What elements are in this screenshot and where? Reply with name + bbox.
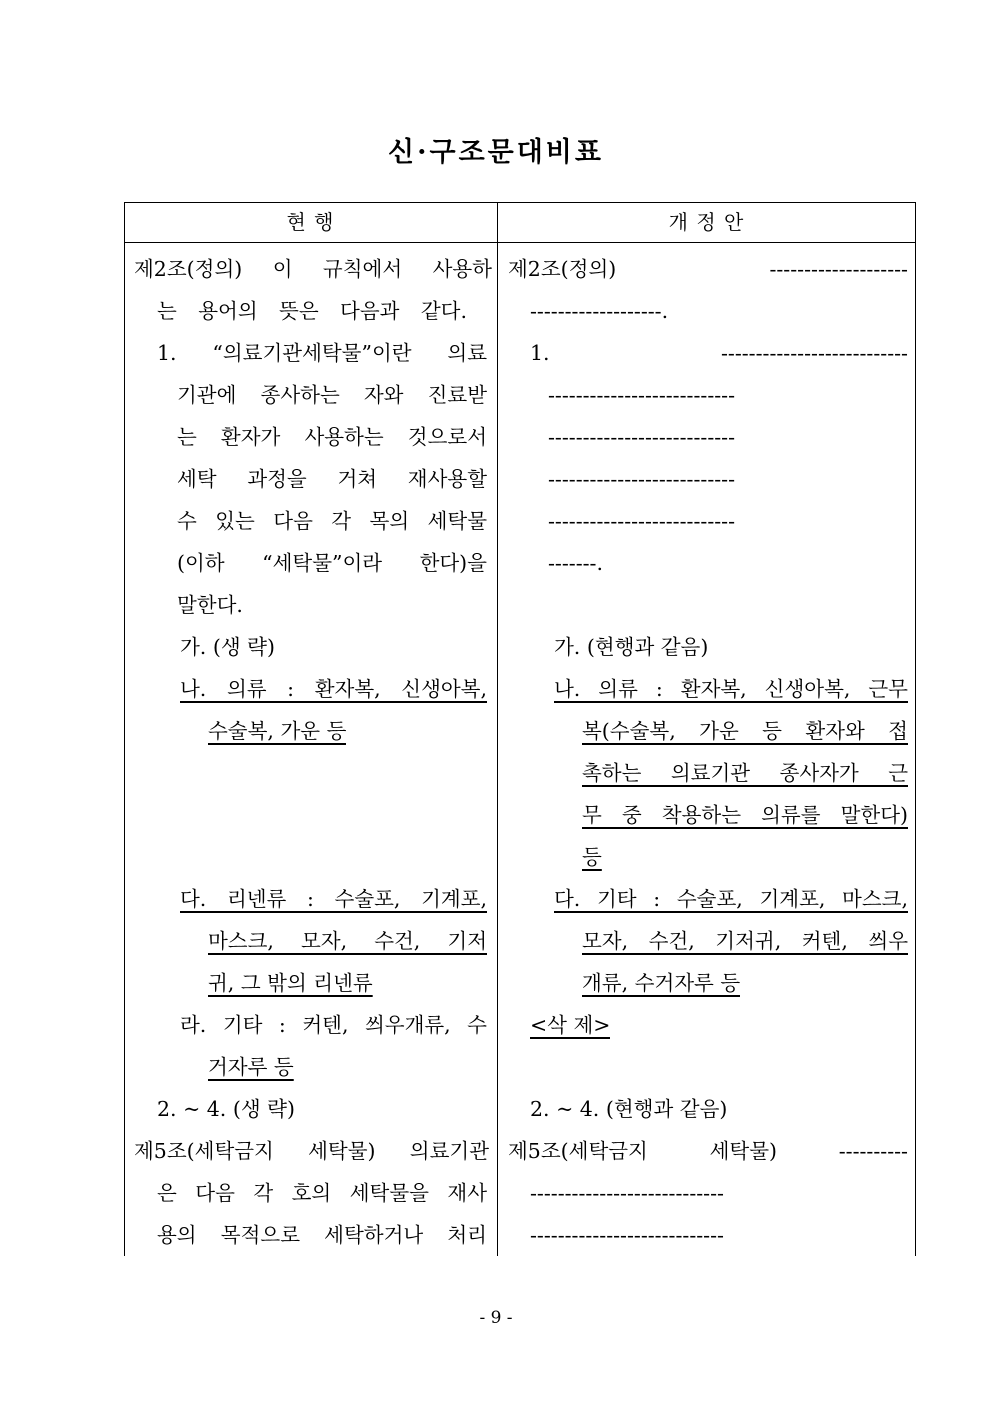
proposed-line: ---------------------------	[548, 509, 736, 533]
current-line: 거자루 등	[208, 1055, 294, 1079]
proposed-line: 등	[582, 845, 602, 869]
current-line: 수 있는 다음 각 목의 세탁물	[177, 509, 487, 533]
proposed-line: 나. 의류 : 환자복, 신생아복, 근무	[554, 677, 908, 701]
current-line: 말한다.	[177, 593, 243, 617]
current-line: (이하 “세탁물”이라 한다)을	[177, 551, 487, 575]
current-line: 다. 리넨류 : 수술포, 기계포,	[180, 887, 487, 911]
proposed-line: 제5조(세탁금지 세탁물) ----------	[508, 1139, 908, 1163]
proposed-line: 복(수술복, 가운 등 환자와 접	[582, 719, 908, 743]
proposed-line: <삭 제>	[530, 1013, 611, 1037]
current-line: 는 환자가 사용하는 것으로서	[177, 425, 487, 449]
current-line: 귀, 그 밖의 리넨류	[208, 971, 373, 995]
current-line: 가. (생 략)	[180, 635, 275, 659]
current-line: 용의 목적으로 세탁하거나 처리	[157, 1223, 487, 1247]
current-line: 수술복, 가운 등	[208, 719, 347, 743]
proposed-line: 개류, 수거자루 등	[582, 971, 741, 995]
header-proposed: 개 정 안	[668, 210, 745, 234]
current-line: 2. ~ 4. (생 략)	[157, 1097, 295, 1121]
proposed-line: ---------------------------	[548, 467, 736, 491]
proposed-line: 2. ~ 4. (현행과 같음)	[530, 1097, 728, 1121]
current-line: 1. “의료기관세탁물”이란 의료	[157, 341, 487, 365]
table-left-border	[124, 202, 125, 1256]
current-line: 세탁 과정을 거쳐 재사용할	[177, 467, 487, 491]
proposed-line: 가. (현행과 같음)	[554, 635, 709, 659]
current-line: 라. 기타 : 커텐, 씌우개류, 수	[180, 1013, 487, 1037]
page-number: - 9 -	[479, 1308, 513, 1328]
current-line: 기관에 종사하는 자와 진료받	[177, 383, 487, 407]
current-line: 제2조(정의) 이 규칙에서 사용하	[134, 257, 492, 281]
current-line: 마스크, 모자, 수건, 기저	[208, 929, 487, 953]
proposed-line: 제2조(정의) --------------------	[508, 257, 908, 281]
table-header-divider	[124, 242, 916, 243]
proposed-line: -------------------.	[530, 299, 669, 323]
proposed-line: 촉하는 의료기관 종사자가 근	[582, 761, 908, 785]
comparison-table	[124, 202, 916, 1256]
proposed-line: ----------------------------	[530, 1181, 724, 1205]
proposed-line: ---------------------------	[548, 425, 736, 449]
current-line: 는 용어의 뜻은 다음과 같다.	[157, 299, 467, 323]
current-line: 나. 의류 : 환자복, 신생아복,	[180, 677, 487, 701]
table-center-divider	[497, 202, 498, 1256]
proposed-line: 모자, 수건, 기저귀, 커텐, 씌우	[582, 929, 908, 953]
proposed-line: ----------------------------	[530, 1223, 724, 1247]
proposed-line: ---------------------------	[548, 383, 736, 407]
proposed-line: 다. 기타 : 수술포, 기계포, 마스크,	[554, 887, 908, 911]
proposed-line: 1. ---------------------------	[530, 341, 908, 365]
table-right-border	[915, 202, 916, 1256]
proposed-line: 무 중 착용하는 의류를 말한다)	[582, 803, 908, 827]
document-title: 신·구조문대비표	[388, 137, 604, 168]
current-line: 은 다음 각 호의 세탁물을 재사	[157, 1181, 487, 1205]
proposed-line: -------.	[548, 551, 604, 575]
current-line: 제5조(세탁금지 세탁물) 의료기관	[134, 1139, 489, 1163]
header-current: 현 행	[286, 210, 335, 234]
